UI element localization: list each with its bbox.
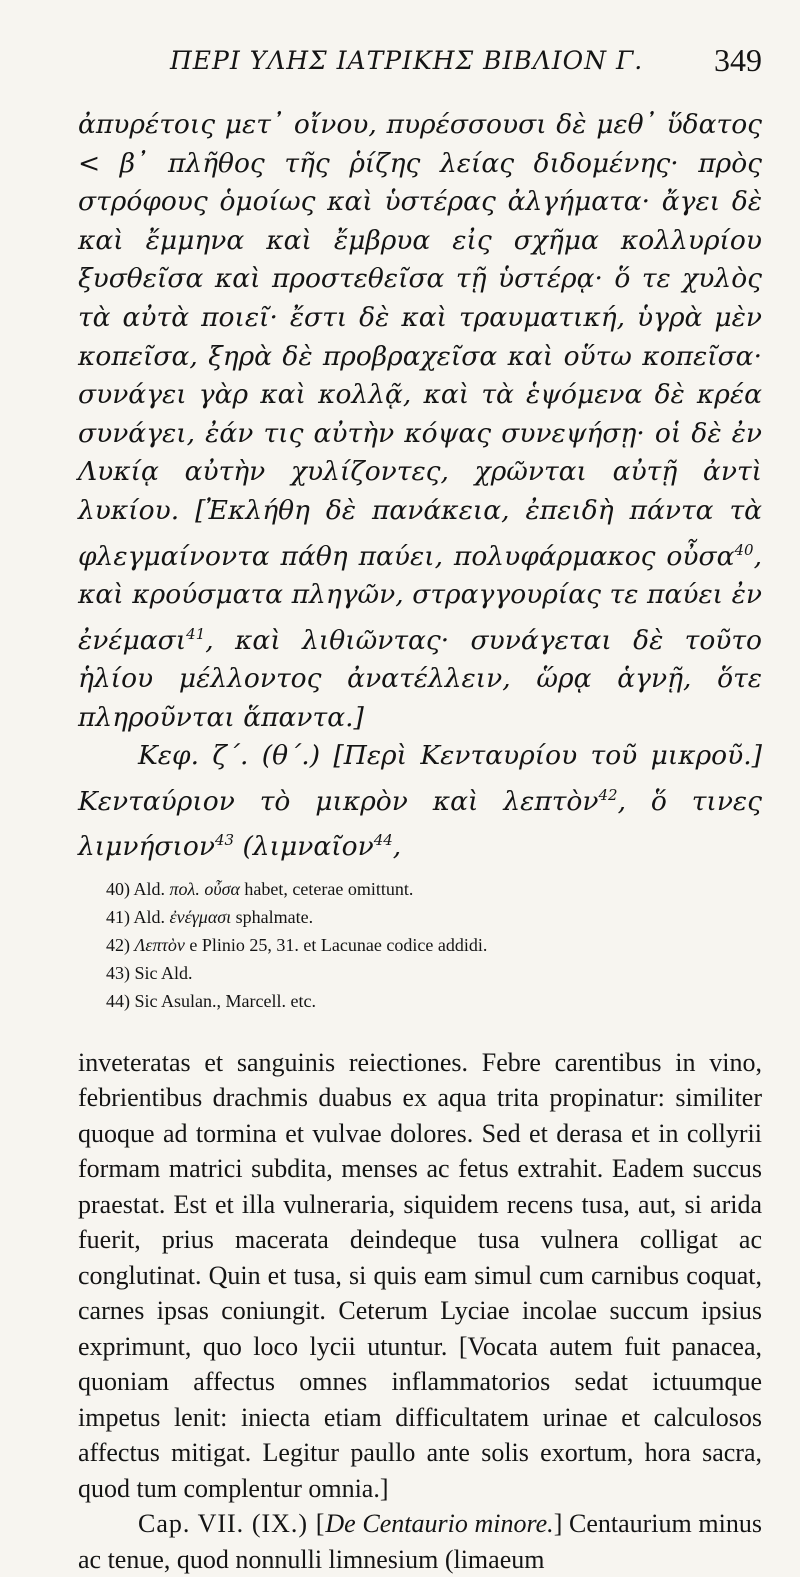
greek-paragraph: , <box>392 831 402 862</box>
footnote-text: habet, ceterae omittunt. <box>244 878 414 899</box>
footnote <box>106 987 762 1015</box>
footnote-text: Ald. <box>133 906 166 927</box>
footnote-greek: Λεπτὸν <box>134 934 185 955</box>
footnote-greek: ἐνέγμασι <box>169 906 232 927</box>
greek-paragraph: (λιμναῖον <box>234 831 374 862</box>
footnote-ref: 41 <box>186 624 206 643</box>
footnote-ref: 43 <box>214 831 235 850</box>
latin-chapter-label: Cap. VII. (IX.) [ <box>138 1509 326 1539</box>
footnote-number: 43) <box>106 962 130 983</box>
footnote-ref: 40 <box>734 540 754 559</box>
latin-text <box>78 1045 762 1577</box>
latin-chapter-title: De Centaurio minore. <box>325 1509 554 1539</box>
footnotes <box>106 875 762 1015</box>
page-header <box>78 40 762 88</box>
greek-paragraph: , καὶ κρούσματα πληγῶν, στραγγουρίας τε παύει ἐν ἐνέμασι <box>78 540 762 656</box>
footnote-text: Sic Ald. <box>134 962 193 983</box>
footnote-number: 40) <box>106 878 130 899</box>
footnote <box>106 875 762 903</box>
footnote <box>106 903 762 931</box>
footnote-ref: 44 <box>373 831 393 850</box>
latin-paragraph: inveteratas et sanguinis reiectiones. Febre carentibus in vino, febrientibus drachmis duabus ex aqua trita propinatur: similiter quoque ad tormina et vulvae dolores. Sed et derasa et in collyrii formam matrici subdita, menses ac fetus extrahit. Eadem succus praestat. Est et illa vulneraria, siquidem recens tusa, aut, si arida fuerit, prius macerata deindeque tusa vulnera colligat ac conglutinat. Quin et tusa, si quis eam simul cum carnibus coquat, carnes ipsas coniungit. Ceterum Lyciae incolae succum ipsius exprimunt, quo loco lycii utuntur. [Vocata autem fuit panacea, quoniam affectus omnes inflammatorios sedat ictuumque impetus lenit: iniecta etiam difficultatem urinae et calculosos affectus mitigat. Legitur paullo ante solis exortum, hora sacra, quod tum complentur omnia.] <box>78 1047 762 1503</box>
footnote-text: sphalmate. <box>235 906 314 927</box>
footnote-number: 44) <box>106 990 130 1011</box>
greek-text <box>78 106 762 867</box>
footnote <box>106 931 762 959</box>
greek-paragraph: , ὅ τινες λιμνήσιον <box>78 785 762 862</box>
footnote-number: 41) <box>106 906 130 927</box>
chapter-heading: Κεφ. ζ΄. (θ΄.) [Περὶ Κενταυρίου τοῦ μικροῦ.] Κενταύριον τὸ μικρὸν καὶ λεπτὸν <box>78 740 762 817</box>
greek-paragraph: ἀπυρέτοις μετ᾽ οἴνου, πυρέσσουσι δὲ μεθ᾽ ὕδατος < β᾽ πλῆθος τῆς ῥίζης λείας διδομένης· πρὸς στρόφους ὁμοίως καὶ ὑστέρας ἀλγήματα· ἄγει δὲ καὶ ἔμμηνα καὶ ἔμβρυα εἰς σχῆμα κολλυρίου ξυσθεῖσα καὶ προστεθεῖσα τῇ ὑστέρᾳ· ὅ τε χυλὸς τὰ αὐτὰ ποιεῖ· ἔστι δὲ καὶ τραυματική, ὑγρὰ μὲν κοπεῖσα, ξηρὰ δὲ προβραχεῖσα καὶ οὕτω κοπεῖσα· συνάγει γὰρ καὶ κολλᾷ, καὶ τὰ ἑψόμενα δὲ κρέα συνάγει, ἐάν τις αὐτὴν κόψας συνεψήσῃ· οἱ δὲ ἐν Λυκίᾳ αὐτὴν χυλίζοντες, χρῶνται αὐτῇ ἀντὶ λυκίου. [Ἐκλήθη δὲ πανάκεια, ἐπειδὴ πάντα τὰ φλεγμαίνοντα πάθη παύει, πολυφάρμακος οὖσα <box>78 109 762 572</box>
footnote <box>106 959 762 987</box>
page-number: 349 <box>714 42 762 78</box>
greek-paragraph: , καὶ λιθιῶντας· συνάγεται δὲ τοῦτο ἡλίου μέλλοντος ἀνατέλλειν, ὥρᾳ ἁγνῇ, ὅτε πληροῦνται ἅπαντα.] <box>78 624 762 733</box>
latin-paragraph: ] Centaurium minus ac tenue, quod nonnulli limnesium (limaeum <box>78 1509 762 1574</box>
footnote-text: e Plinio 25, 31. et Lacunae codice addidi. <box>189 934 488 955</box>
footnote-text: Sic Asulan., Marcell. etc. <box>134 990 316 1011</box>
footnote-number: 42) <box>106 934 130 955</box>
footnote-greek: πολ. οὖσα <box>169 878 240 899</box>
footnote-ref: 42 <box>598 785 618 804</box>
footnote-text: Ald. <box>133 878 166 899</box>
running-title: ΠΕΡΙ ΥΛΗΣ ΙΑΤΡΙΚΗΣ ΒΙΒΛΙΟΝ Γ. <box>170 46 644 75</box>
